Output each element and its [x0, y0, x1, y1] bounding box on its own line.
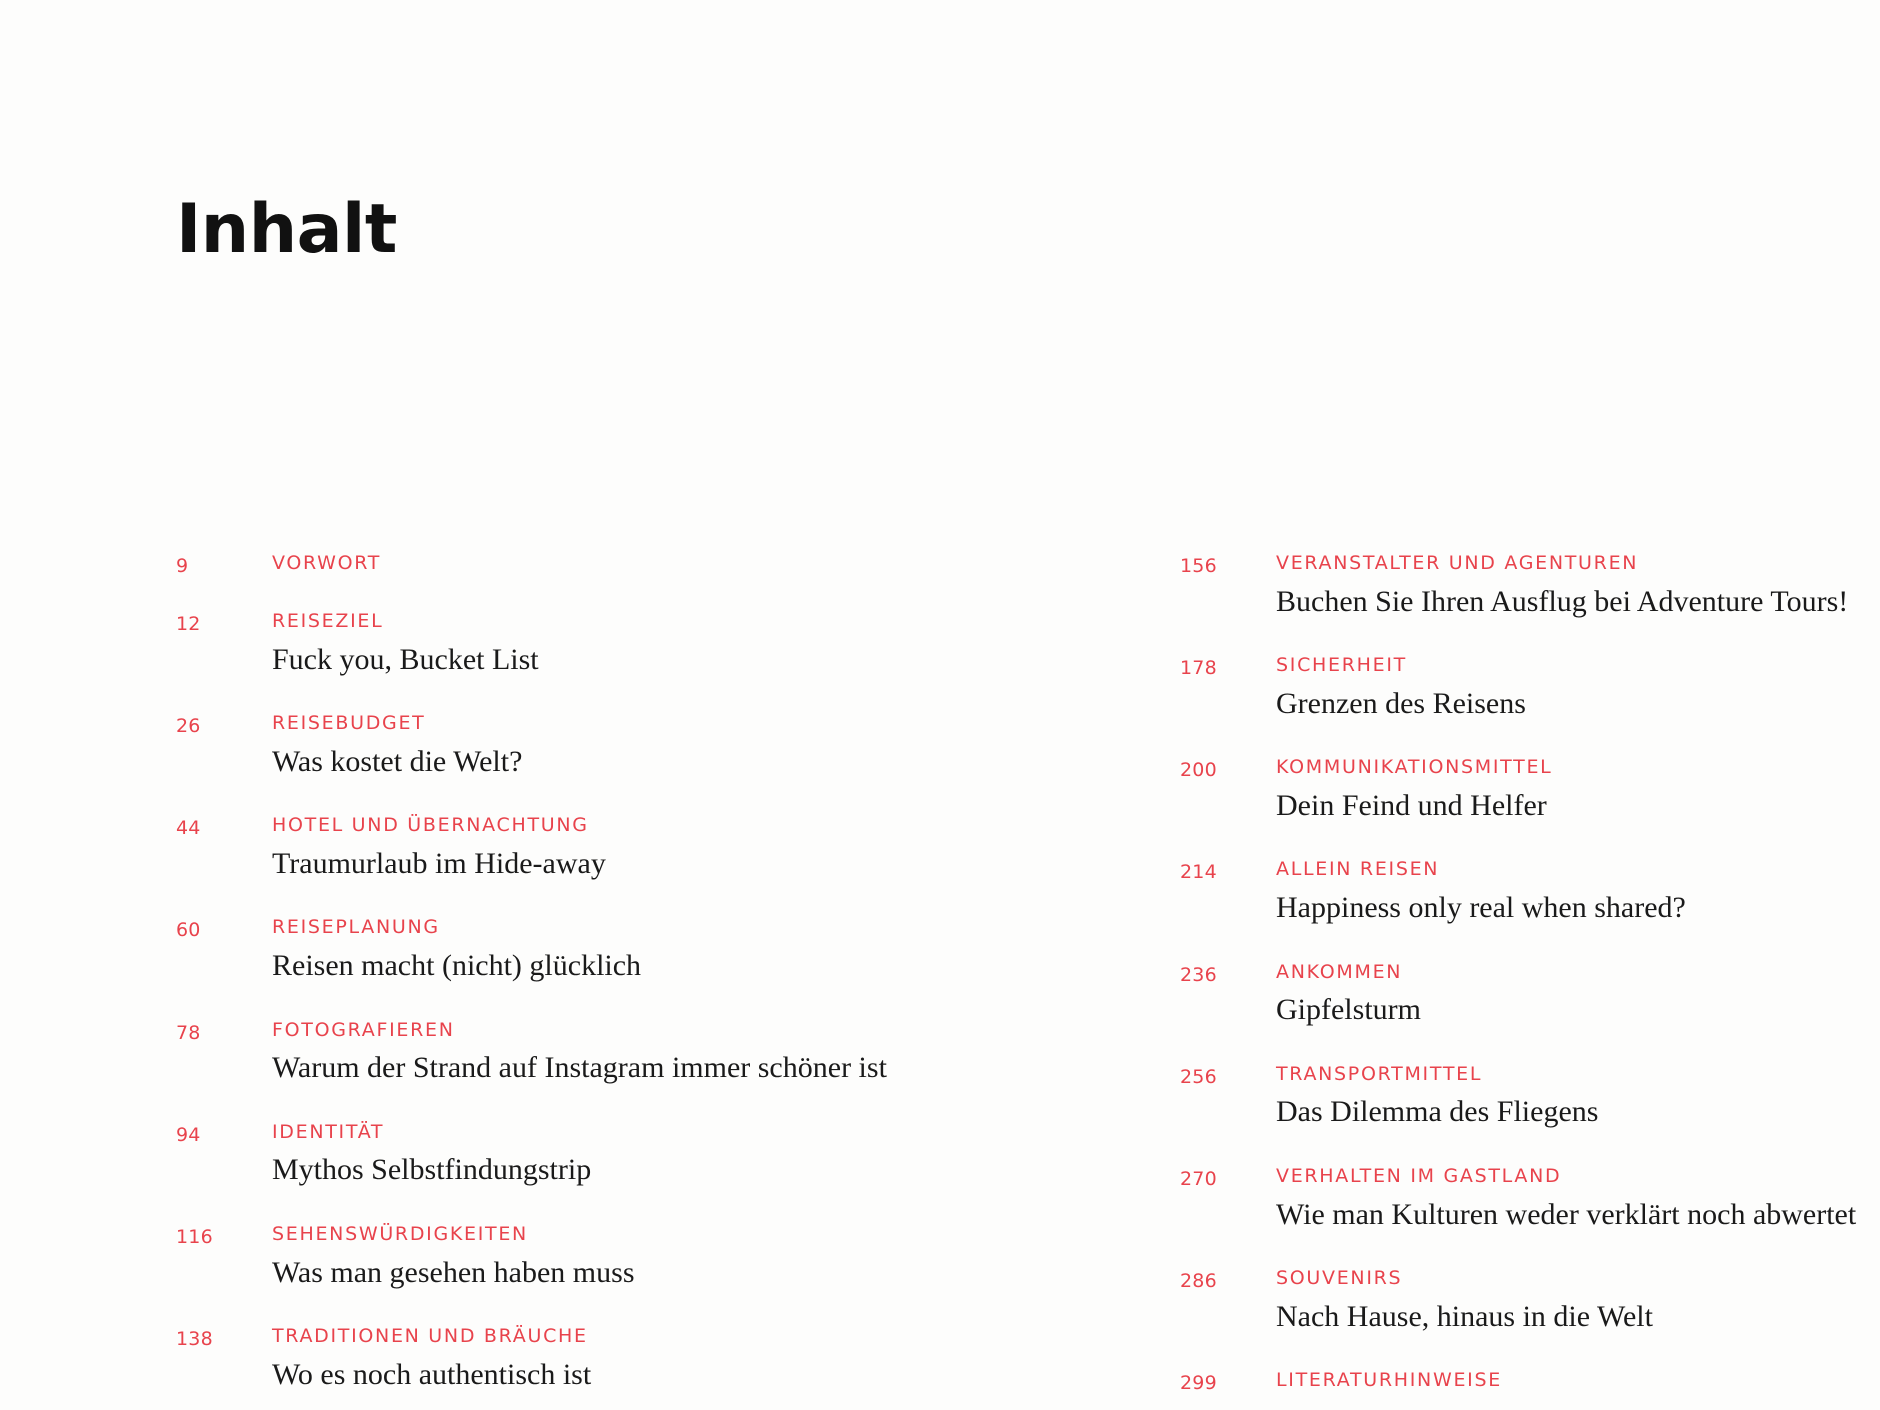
toc-page-number: 12: [176, 613, 201, 635]
toc-entry[interactable]: [1180, 1369, 1880, 1394]
toc-entry-body: [1276, 858, 1880, 927]
toc-entry[interactable]: [1180, 858, 1880, 927]
toc-entry-body: [272, 552, 936, 576]
toc-entry-body: [272, 1325, 936, 1394]
toc-entry-title: Gipfelsturm: [1276, 993, 1421, 1027]
toc-entry-body: [1276, 552, 1880, 621]
toc-entry-title: Was kostet die Welt?: [272, 744, 523, 778]
toc-entry-kicker: VORWORT: [272, 552, 382, 574]
toc-entry-body: [1276, 1165, 1880, 1234]
toc-entry[interactable]: [176, 916, 936, 985]
page-title: Inhalt: [176, 190, 397, 269]
toc-entry-title: Reisen macht (nicht) glücklich: [272, 949, 642, 983]
toc-right-column: [1180, 552, 1880, 1394]
toc-page-number: 78: [176, 1021, 201, 1044]
toc-page-number: 299: [1180, 1372, 1217, 1395]
toc-entry-body: [272, 610, 936, 679]
toc-entry-title: Nach Hause, hinaus in die Welt: [1276, 1299, 1653, 1333]
toc-entry[interactable]: [176, 1019, 936, 1088]
toc-page-number: 214: [1180, 861, 1217, 884]
toc-entry-kicker: LITERATURHINWEISE: [1276, 1369, 1502, 1392]
toc-page-number: 94: [176, 1123, 201, 1146]
toc-entry[interactable]: [1180, 756, 1880, 825]
toc-entry-body: [272, 814, 936, 883]
toc-entry-kicker: ALLEIN REISEN: [1276, 858, 1440, 881]
toc-entry[interactable]: [176, 712, 936, 781]
toc-page-number: 26: [176, 715, 201, 738]
toc-page-number: 200: [1180, 759, 1217, 782]
toc-entry-body: [272, 1223, 936, 1292]
toc-page-number: 236: [1180, 963, 1217, 986]
toc-entry[interactable]: [176, 552, 936, 577]
toc-page-number: 116: [176, 1225, 213, 1248]
toc-entry-kicker: TRANSPORTMITTEL: [1276, 1062, 1483, 1085]
toc-entry[interactable]: [1180, 1267, 1880, 1336]
toc-entry-kicker: TRADITIONEN UND BRÄUCHE: [272, 1324, 588, 1347]
toc-entry-title: Grenzen des Reisens: [1276, 686, 1526, 720]
toc-page-number: 256: [1180, 1065, 1217, 1088]
toc-entry-body: [1276, 1369, 1880, 1393]
toc-entry-title: Wie man Kulturen weder verklärt noch abwertet: [1276, 1197, 1857, 1231]
toc-entry-title: Mythos Selbstfindungstrip: [272, 1153, 592, 1187]
toc-entry[interactable]: [176, 610, 936, 679]
toc-entry-title: Buchen Sie Ihren Ausflug bei Adventure Tours!: [1276, 584, 1849, 618]
toc-page-number: 270: [1180, 1167, 1217, 1190]
toc-entry-kicker: HOTEL UND ÜBERNACHTUNG: [272, 814, 589, 837]
toc-entry-kicker: KOMMUNIKATIONSMITTEL: [1276, 756, 1553, 779]
toc-page-number: 138: [176, 1327, 213, 1350]
toc-entry-body: [272, 1121, 936, 1190]
toc-entry-kicker: FOTOGRAFIEREN: [272, 1018, 455, 1041]
toc-entry-kicker: REISEBUDGET: [272, 712, 426, 735]
toc-entry-body: [1276, 1267, 1880, 1336]
toc-entry-title: Happiness only real when shared?: [1276, 891, 1686, 925]
toc-page-number: 178: [1180, 657, 1217, 680]
toc-entry-title: Fuck you, Bucket List: [272, 642, 539, 676]
toc-entry[interactable]: [1180, 961, 1880, 1030]
toc-entry-body: [1276, 654, 1880, 723]
toc-entry-kicker: ANKOMMEN: [1276, 960, 1403, 983]
toc-entry-body: [272, 1019, 936, 1088]
toc-entry[interactable]: [176, 1325, 936, 1394]
toc-entry-kicker: VERHALTEN IM GASTLAND: [1276, 1164, 1562, 1187]
toc-entry[interactable]: [176, 814, 936, 883]
toc-entry-title: Traumurlaub im Hide-away: [272, 847, 606, 881]
toc-entry[interactable]: [1180, 654, 1880, 723]
toc-entry-kicker: IDENTITÄT: [272, 1120, 385, 1143]
toc-entry[interactable]: [176, 1223, 936, 1292]
toc-left-column: [176, 552, 936, 1394]
toc-entry[interactable]: [1180, 1063, 1880, 1132]
toc-entry-title: Was man gesehen haben muss: [272, 1255, 635, 1289]
toc-entry-title: Warum der Strand auf Instagram immer schöner ist: [272, 1051, 887, 1085]
toc-entry-body: [1276, 756, 1880, 825]
toc-entry-body: [272, 712, 936, 781]
toc-entry-kicker: REISEPLANUNG: [272, 916, 440, 939]
toc-entry-title: Dein Feind und Helfer: [1276, 789, 1547, 823]
toc-page-number: 44: [176, 817, 201, 840]
toc-entry[interactable]: [1180, 1165, 1880, 1234]
toc-page-number: 156: [1180, 555, 1217, 577]
toc-entry-title: Wo es noch authentisch ist: [272, 1357, 592, 1391]
toc-entry-kicker: SEHENSWÜRDIGKEITEN: [272, 1222, 528, 1245]
toc-entry-body: [1276, 1063, 1880, 1132]
toc-page-number: 9: [176, 555, 189, 577]
toc-entry-body: [1276, 961, 1880, 1030]
toc-entry-body: [272, 916, 936, 985]
toc-entry-kicker: VERANSTALTER UND AGENTUREN: [1276, 552, 1639, 574]
toc-entry-kicker: SOUVENIRS: [1276, 1266, 1403, 1289]
toc-page-number: 60: [176, 919, 201, 942]
toc-entry[interactable]: [1180, 552, 1880, 621]
toc-entry-title: Das Dilemma des Fliegens: [1276, 1095, 1599, 1129]
toc-entry-kicker: REISEZIEL: [272, 610, 384, 632]
toc-page-number: 286: [1180, 1269, 1217, 1292]
toc-entry-kicker: SICHERHEIT: [1276, 654, 1407, 677]
toc-entry[interactable]: [176, 1121, 936, 1190]
